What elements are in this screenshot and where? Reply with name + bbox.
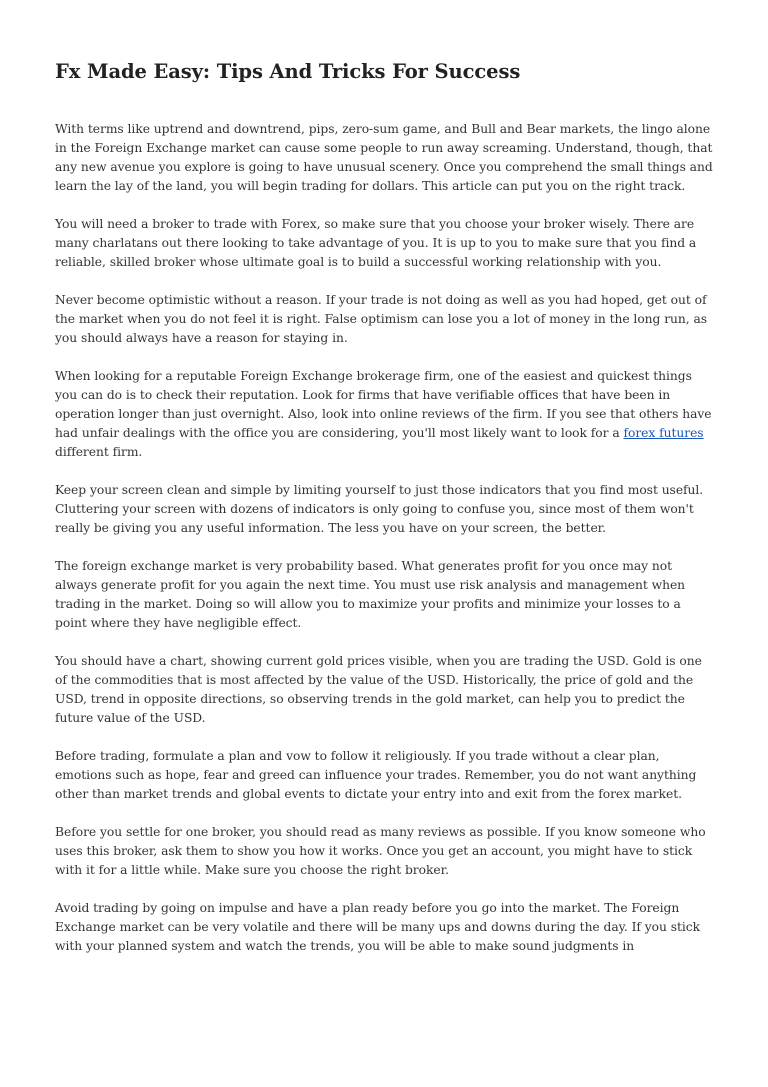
- document-page: [55, 58, 715, 975]
- article-body: [55, 120, 715, 956]
- paragraph-screen: Keep your screen clean and simple by limiting yourself to just those indicators that you find most useful. Cluttering your screen with dozens of indicators is only going to confuse you, since most of them won't really be giving you any useful information. The less you have on your screen, the better.: [55, 483, 704, 535]
- paragraph-gold: You should have a chart, showing current gold prices visible, when you are trading the USD. Gold is one of the commodities that is most affected by the value of the USD. Historically, the price of gold and the USD, trend in opposite directions, so observing trends in the gold market, can help you to predict the future value of the USD.: [55, 654, 702, 725]
- paragraph-reviews: Before you settle for one broker, you should read as many reviews as possible. If you know someone who uses this broker, ask them to show you how it works. Once you get an account, you might have to stick with it for a little while. Make sure you choose the right broker.: [55, 825, 706, 877]
- paragraph-reputation-tail: different firm.: [55, 445, 143, 459]
- page-title: Fx Made Easy: Tips And Tricks For Success: [55, 60, 521, 83]
- paragraph-impulse: Avoid trading by going on impulse and have a plan ready before you go into the market. The Foreign Exchange market can be very volatile and there will be many ups and downs during the day. If you stick with your planned system and watch the trends, you will be able to make sound judgments in: [55, 901, 701, 953]
- paragraph-probability: The foreign exchange market is very probability based. What generates profit for you once may not always generate profit for you again the next time. You must use risk analysis and management when trading in the market. Doing so will allow you to maximize your profits and minimize your losses to a point where they have negligible effect.: [55, 559, 686, 630]
- paragraph-intro: With terms like uptrend and downtrend, pips, zero-sum game, and Bull and Bear markets, the lingo alone in the Foreign Exchange market can cause some people to run away screaming. Understand, though, that any new avenue you explore is going to have unusual scenery. Once you comprehend the small things and learn the lay of the land, you will begin trading for dollars. This article can put you on the right track.: [55, 122, 713, 193]
- paragraph-optimism: Never become optimistic without a reason. If your trade is not doing as well as you had hoped, get out of the market when you do not feel it is right. False optimism can lose you a lot of money in the long run, as you should always have a reason for staying in.: [55, 293, 708, 345]
- paragraph-reputation: [55, 367, 715, 462]
- forex-futures-link[interactable]: forex futures: [623, 426, 704, 440]
- paragraph-reputation-text: When looking for a reputable Foreign Exchange brokerage firm, one of the easiest and quickest things you can do is to check their reputation. Look for firms that have verifiable offices that have been in operation longer than just overnight. Also, look into online reviews of the firm. If you see that others have had unfair dealings with the office you are considering, you'll most likely want to look for a: [55, 369, 712, 440]
- paragraph-plan: Before trading, formulate a plan and vow to follow it religiously. If you trade without a clear plan, emotions such as hope, fear and greed can influence your trades. Remember, you do not want anything other than market trends and global events to dictate your entry into and exit from the forex market.: [55, 749, 697, 801]
- paragraph-broker: You will need a broker to trade with Forex, so make sure that you choose your broker wisely. There are many charlatans out there looking to take advantage of you. It is up to you to make sure that you find a reliable, skilled broker whose ultimate goal is to build a successful working relationship with you.: [55, 217, 697, 269]
